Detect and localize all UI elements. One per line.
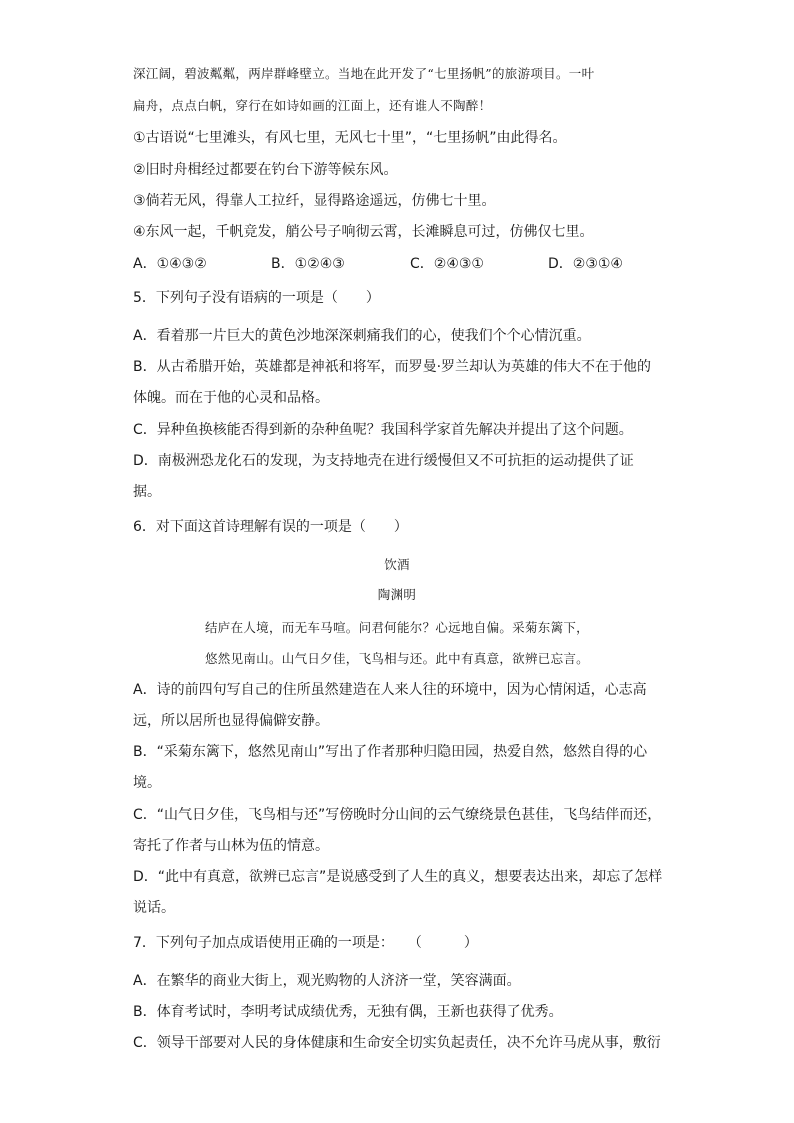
q6-option-d: D．“此中有真意，欲辨已忘言”是说感受到了人生的真义，想要表达出来，却忘了怎样 (133, 869, 663, 885)
q7-option-b: B．体育考试时，李明考试成绩优秀，无独有偶，王新也获得了优秀。 (133, 1004, 563, 1020)
q4-sentence-4: ④东风一起，千帆竞发，艄公号子响彻云霄，长滩瞬息可过，仿佛仅七里。 (133, 224, 594, 240)
poem-title: 饮酒 (384, 557, 410, 572)
q7-stem: 7．下列句子加点成语使用正确的一项是： （ ） (133, 935, 478, 951)
q6-option-b-cont: 境。 (133, 775, 161, 791)
q6-option-c: C．“山气日夕佳，飞鸟相与还”写傍晚时分山间的云气缭绕景色甚佳，飞鸟结伴而还， (133, 807, 662, 823)
q5-option-d: D．南极洲恐龙化石的发现，为支持地壳在进行缓慢但又不可抗拒的运动提供了证 (133, 453, 634, 469)
q6-stem: 6．对下面这首诗理解有误的一项是（ ） (133, 519, 408, 535)
passage-line: 深江阔，碧波粼粼，两岸群峰壁立。当地在此开发了“七里扬帆”的旅游项目。一叶 (133, 66, 595, 81)
q6-option-d-cont: 说话。 (133, 900, 175, 916)
q6-option-a-cont: 远，所以居所也显得偏僻安静。 (133, 713, 329, 729)
q6-option-b: B．“采菊东篱下，悠然见南山”写出了作者那种归隐田园，热爱自然，悠然自得的心 (133, 744, 648, 760)
q6-option-a: A．诗的前四句写自己的住所虽然建造在人来人往的环境中，因为心情闲适，心志高 (133, 682, 647, 698)
q4-option-d: D．②③①④ (548, 256, 623, 272)
q5-option-a: A．看着那一片巨大的黄色沙地深深刺痛我们的心，使我们个个心情沉重。 (133, 328, 591, 344)
q6-option-c-cont: 寄托了作者与山林为伍的情意。 (133, 838, 329, 854)
q5-option-c: C．异种鱼换核能否得到新的杂种鱼呢？我国科学家首先解决并提出了这个问题。 (133, 422, 633, 438)
q4-option-c: C．②④③① (410, 256, 484, 272)
q5-option-b: B．从古希腊开始，英雄都是神祇和将军，而罗曼·罗兰却认为英雄的伟大不在于他的 (133, 359, 652, 375)
q7-option-c: C．领导干部要对人民的身体健康和生命安全切实负起责任，决不允许马虎从事，敷衍 (133, 1035, 661, 1051)
passage-line: 扁舟，点点白帆，穿行在如诗如画的江面上，还有谁人不陶醉！ (133, 98, 492, 113)
q4-option-a: A．①④③② (133, 256, 207, 272)
q4-sentence-2: ②旧时舟楫经过都要在钓台下游等候东风。 (133, 162, 398, 178)
q4-option-b: B．①②④③ (271, 256, 345, 272)
q4-options (133, 254, 623, 274)
q7-option-a: A．在繁华的商业大街上，观光购物的人济济一堂，笑容满面。 (133, 973, 521, 989)
q4-sentence-3: ③倘若无风，得靠人工拉纤，显得路途遥远，仿佛七十里。 (133, 193, 496, 209)
poem-author: 陶渊明 (377, 587, 417, 602)
q5-stem: 5．下列句子没有语病的一项是（ ） (133, 290, 380, 306)
q5-option-b-cont: 体魄。而在于他的心灵和品格。 (133, 390, 329, 406)
poem-line: 结庐在人境，而无车马喧。问君何能尔？心远地自偏。采菊东篱下， (204, 620, 589, 635)
poem-line: 悠然见南山。山气日夕佳，飞鸟相与还。此中有真意，欲辨已忘言。 (204, 651, 589, 666)
q4-sentence-1: ①古语说“七里滩头，有风七里，无风七十里”，“七里扬帆”由此得名。 (133, 130, 567, 146)
q5-option-d-cont: 据。 (133, 484, 161, 500)
